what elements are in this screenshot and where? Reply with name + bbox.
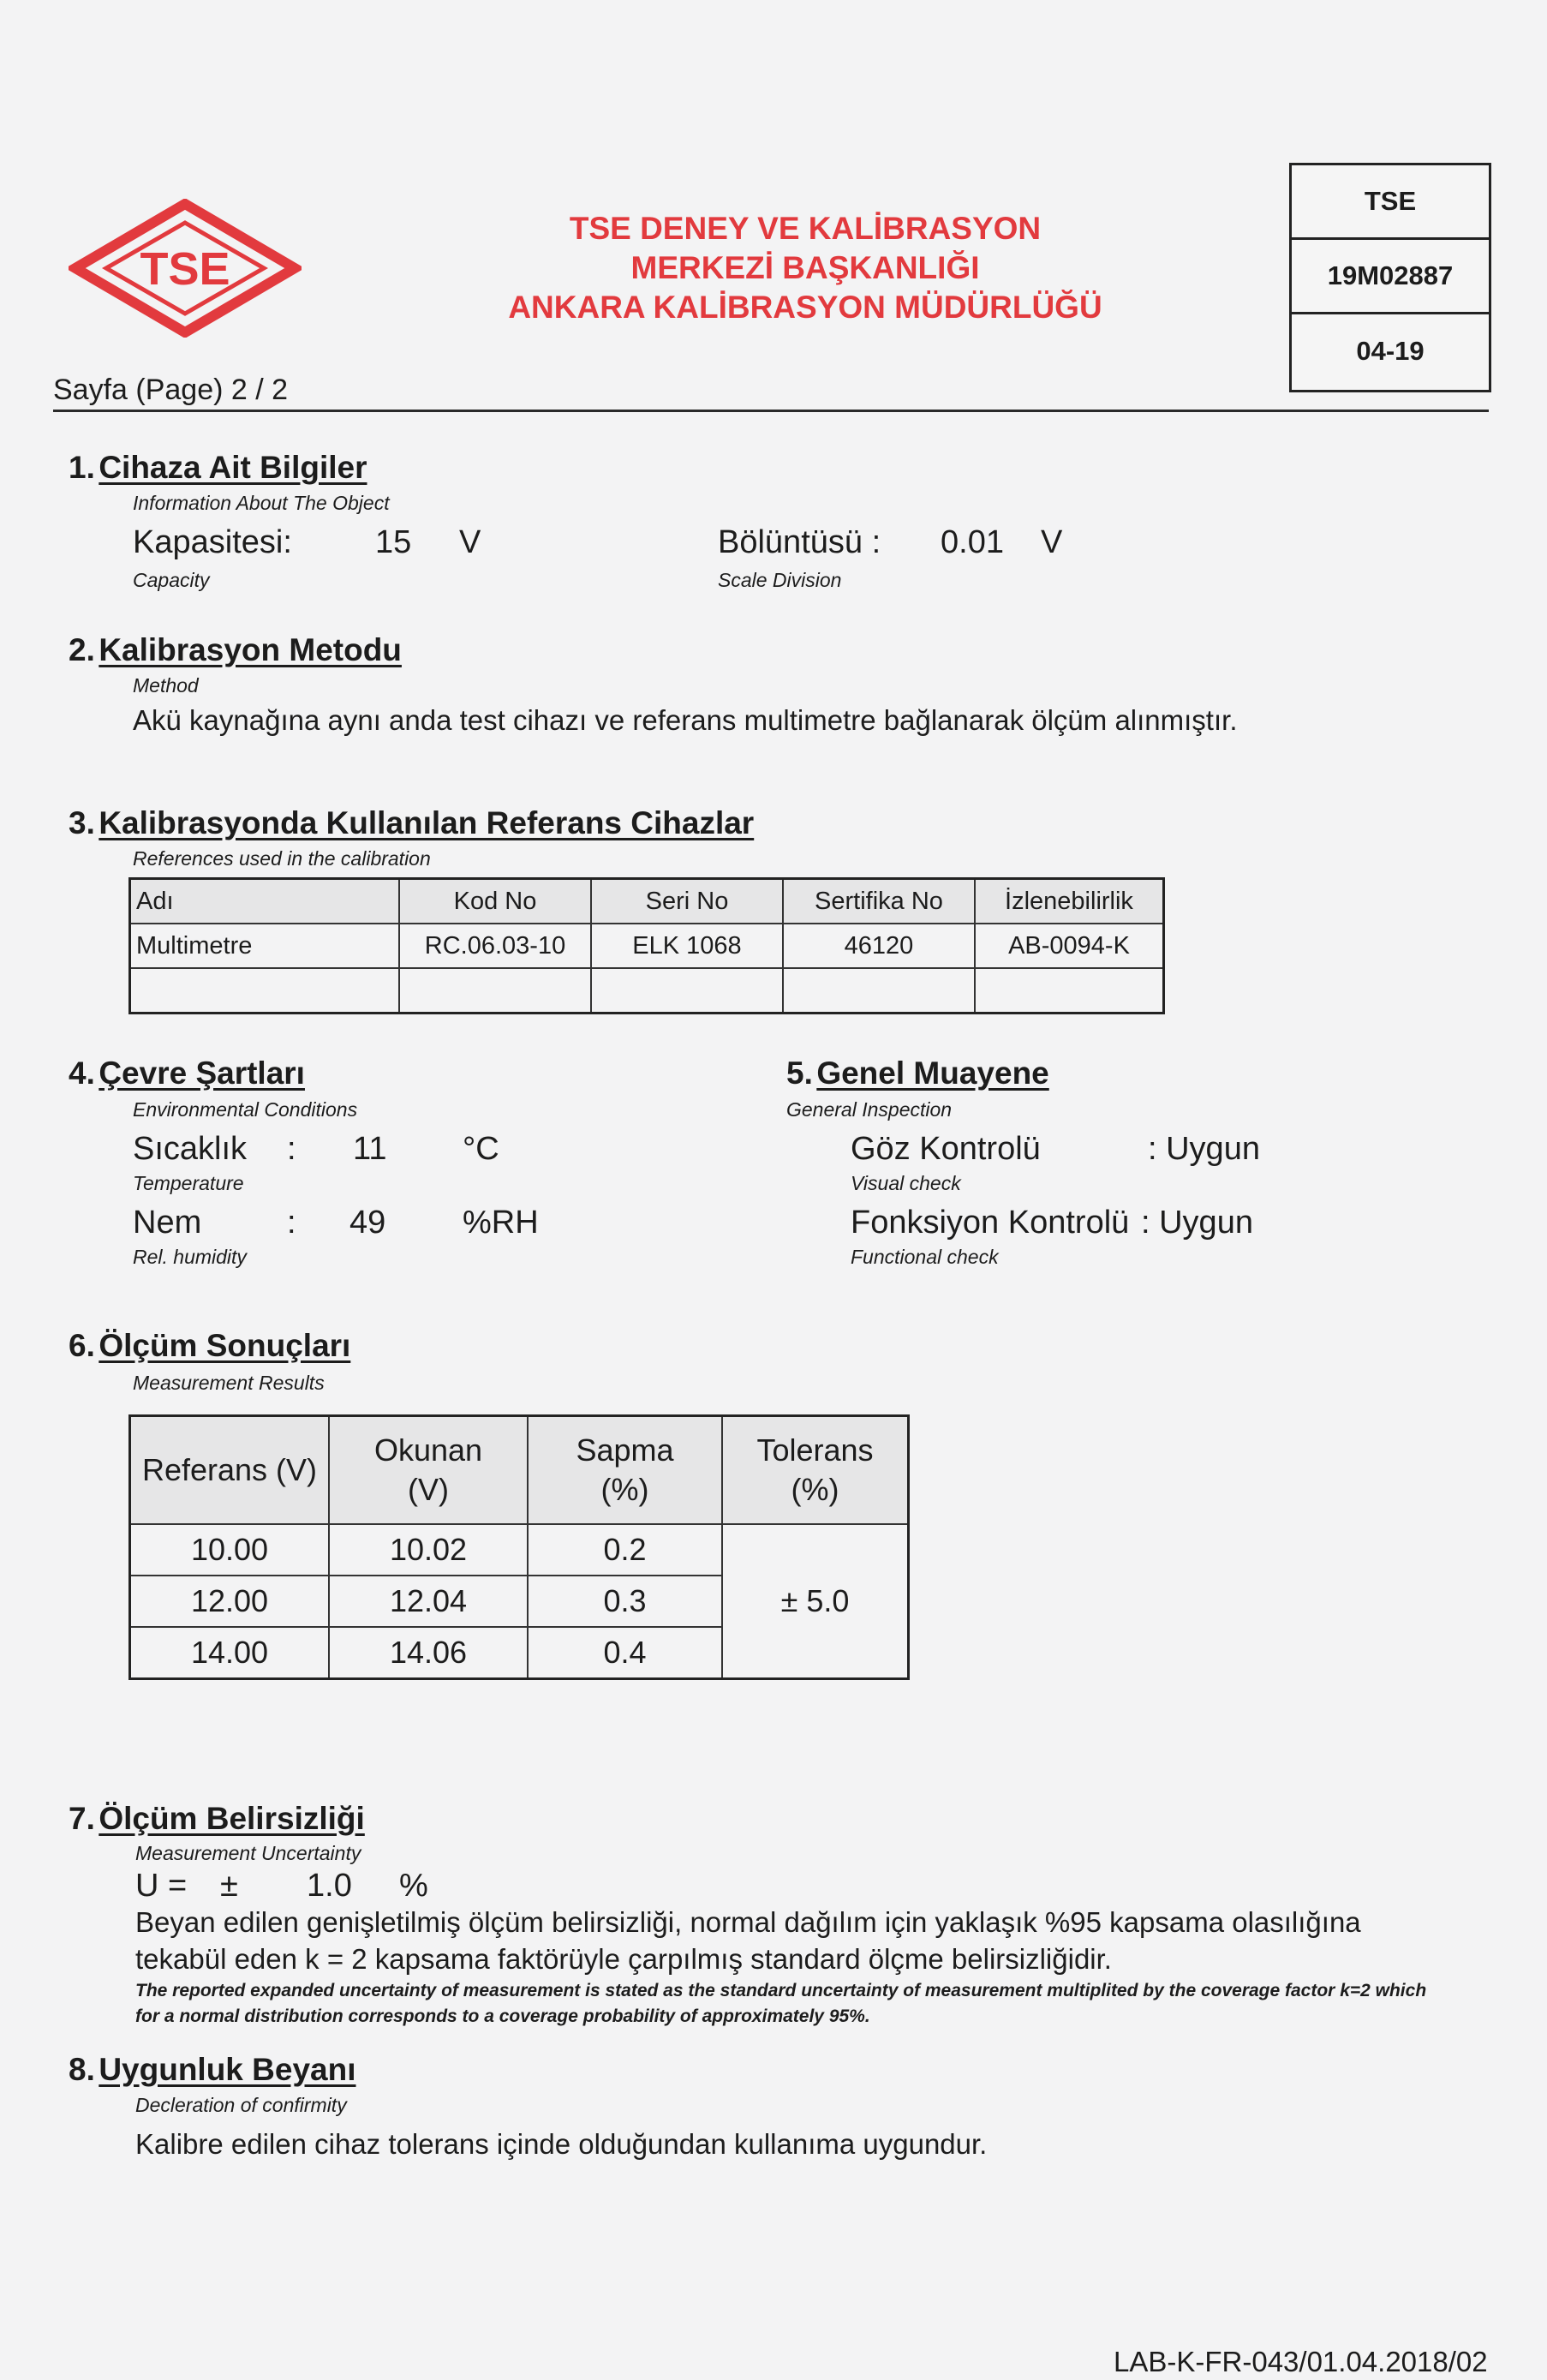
section-7-subtitle: Measurement Uncertainty	[135, 1842, 361, 1864]
header-divider	[53, 410, 1489, 412]
table-header-row	[130, 1416, 909, 1525]
functional-check-en: Functional check	[851, 1246, 999, 1268]
temperature-unit: °C	[463, 1131, 499, 1167]
temperature-label: Sıcaklık	[133, 1131, 248, 1167]
section-7-heading	[69, 1801, 365, 1837]
humidity-value: 49	[349, 1205, 386, 1241]
col-header-code: Kod No	[399, 879, 591, 924]
section-8-heading	[69, 2052, 356, 2088]
visual-check-value: : Uygun	[1148, 1131, 1260, 1167]
visual-check-en: Visual check	[851, 1172, 961, 1194]
division-label: Bölüntüsü :	[718, 524, 881, 560]
uncertainty-en-line-1: The reported expanded uncertainty of measurement is stated as the standard uncertainty of measurement multiplited by the coverage factor k=2 which	[135, 1981, 1427, 2000]
col-header-tolerance-line-1: Tolerans	[756, 1432, 874, 1468]
cell-reference: 10.00	[130, 1524, 330, 1576]
cell-deviation: 0.4	[528, 1627, 722, 1679]
section-3-heading	[69, 805, 754, 841]
humidity-separator: :	[287, 1205, 296, 1241]
form-code-footer: LAB-K-FR-043/01.04.2018/02	[1114, 2346, 1488, 2377]
table-header-row	[130, 879, 1164, 924]
section-6-heading	[69, 1328, 350, 1364]
section-7-number: 7.	[69, 1801, 95, 1836]
section-7-title: Ölçüm Belirsizliği	[99, 1801, 365, 1836]
division-value: 0.01	[941, 524, 1004, 560]
cell-code: RC.06.03-10	[399, 924, 591, 968]
functional-check-label: Fonksiyon Kontrolü	[851, 1205, 1130, 1241]
section-5-number: 5.	[786, 1055, 813, 1091]
cell-reading: 10.02	[329, 1524, 528, 1576]
uncertainty-plus-minus: ±	[220, 1868, 238, 1904]
section-1-subtitle: Information About The Object	[133, 492, 390, 514]
cell-name: Multimetre	[130, 924, 400, 968]
col-header-reading	[329, 1416, 528, 1525]
capacity-unit: V	[459, 524, 481, 560]
temperature-value: 11	[353, 1131, 387, 1167]
uncertainty-en-line-2: for a normal distribution corresponds to a coverage probability of approximately 95%.	[135, 2006, 870, 2026]
cell-deviation: 0.2	[528, 1524, 722, 1576]
cell-tolerance: ± 5.0	[722, 1524, 909, 1679]
section-2-heading	[69, 632, 402, 668]
col-header-deviation-line-1: Sapma	[576, 1432, 674, 1468]
section-4-subtitle: Environmental Conditions	[133, 1098, 358, 1121]
humidity-label: Nem	[133, 1205, 202, 1241]
section-3-subtitle: References used in the calibration	[133, 847, 431, 870]
functional-check-value: : Uygun	[1141, 1205, 1253, 1241]
tse-logo	[69, 199, 302, 338]
reference-devices-table	[128, 877, 1165, 1014]
visual-check-label: Göz Kontrolü	[851, 1131, 1041, 1167]
logo-text: TSE	[140, 243, 230, 295]
section-3-title: Kalibrasyonda Kullanılan Referans Cihazlar	[99, 805, 755, 840]
col-header-reading-line-2: (V)	[408, 1472, 449, 1507]
col-header-name: Adı	[130, 879, 400, 924]
uncertainty-text-line-1: Beyan edilen genişletilmiş ölçüm belirsizliği, normal dağılım için yaklaşık %95 kapsama olasılığına	[135, 1906, 1361, 1938]
col-header-reading-line-1: Okunan	[373, 1432, 483, 1468]
col-header-serial: Seri No	[591, 879, 783, 924]
section-4-number: 4.	[69, 1055, 95, 1091]
uncertainty-label: U =	[135, 1868, 188, 1904]
section-8-number: 8.	[69, 2052, 95, 2087]
section-5-heading	[786, 1055, 1049, 1091]
method-text: Akü kaynağına aynı anda test cihazı ve referans multimetre bağlanarak ölçüm alınmıştır.	[133, 704, 1238, 736]
header-title	[428, 209, 1182, 327]
col-header-deviation-line-2: (%)	[600, 1472, 649, 1507]
empty-cell	[975, 968, 1164, 1014]
division-unit: V	[1041, 524, 1063, 560]
section-2-title: Kalibrasyon Metodu	[99, 632, 402, 667]
header-title-line-1: TSE DENEY VE KALİBRASYON	[569, 211, 1042, 246]
section-3-number: 3.	[69, 805, 95, 840]
col-header-certificate: Sertifika No	[783, 879, 975, 924]
section-8-subtitle: Decleration of confirmity	[135, 2094, 347, 2116]
cert-number: 19M02887	[1292, 240, 1489, 314]
section-5-title: Genel Muayene	[816, 1055, 1049, 1091]
section-1-number: 1.	[69, 450, 95, 485]
table-row	[130, 924, 1164, 968]
cell-reference: 14.00	[130, 1627, 330, 1679]
cell-reading: 12.04	[329, 1576, 528, 1627]
table-row	[130, 1524, 909, 1576]
empty-cell	[591, 968, 783, 1014]
header-title-line-3: ANKARA KALİBRASYON MÜDÜRLÜĞÜ	[508, 290, 1102, 325]
header-title-line-2: MERKEZİ BAŞKANLIĞI	[630, 250, 980, 285]
empty-cell	[783, 968, 975, 1014]
col-header-reference: Referans (V)	[130, 1416, 330, 1525]
cell-serial: ELK 1068	[591, 924, 783, 968]
humidity-en: Rel. humidity	[133, 1246, 247, 1268]
uncertainty-text-line-2: tekabül eden k = 2 kapsama faktörüyle çarpılmış standard ölçme belirsizliğidir.	[135, 1943, 1112, 1975]
col-header-tolerance	[722, 1416, 909, 1525]
cell-reference: 12.00	[130, 1576, 330, 1627]
uncertainty-value: 1.0	[307, 1868, 352, 1904]
section-5-subtitle: General Inspection	[786, 1098, 953, 1121]
section-6-subtitle: Measurement Results	[133, 1372, 325, 1394]
section-2-subtitle: Method	[133, 674, 199, 697]
conformity-text: Kalibre edilen cihaz tolerans içinde olduğundan kullanıma uygundur.	[135, 2128, 988, 2160]
humidity-unit: %RH	[463, 1205, 539, 1241]
section-6-number: 6.	[69, 1328, 95, 1363]
capacity-en: Capacity	[133, 569, 210, 591]
uncertainty-unit: %	[399, 1868, 428, 1904]
section-6-title: Ölçüm Sonuçları	[99, 1328, 351, 1363]
cell-deviation: 0.3	[528, 1576, 722, 1627]
section-2-number: 2.	[69, 632, 95, 667]
page-number: Sayfa (Page) 2 / 2	[53, 374, 289, 406]
cert-date: 04-19	[1356, 336, 1425, 366]
measurement-results-table	[128, 1414, 910, 1680]
col-header-deviation	[528, 1416, 722, 1525]
table-row-empty	[130, 968, 1164, 1014]
section-1-title: Cihaza Ait Bilgiler	[99, 450, 367, 485]
col-header-tolerance-line-2: (%)	[791, 1472, 839, 1507]
col-header-traceability: İzlenebilirlik	[975, 879, 1164, 924]
section-4-heading	[69, 1055, 305, 1091]
section-8-title: Uygunluk Beyanı	[99, 2052, 356, 2087]
temperature-en: Temperature	[133, 1172, 244, 1194]
section-1-heading	[69, 450, 367, 486]
cell-traceability: AB-0094-K	[975, 924, 1164, 968]
certificate-box	[1289, 163, 1491, 392]
temperature-separator: :	[287, 1131, 296, 1167]
capacity-label: Kapasitesi:	[133, 524, 292, 560]
empty-cell	[399, 968, 591, 1014]
section-4-title: Çevre Şartları	[99, 1055, 305, 1091]
cell-reading: 14.06	[329, 1627, 528, 1679]
cert-issuer: TSE	[1292, 165, 1489, 240]
empty-cell	[130, 968, 400, 1014]
division-en: Scale Division	[718, 569, 842, 591]
cell-certificate: 46120	[783, 924, 975, 968]
capacity-value: 15	[375, 524, 412, 560]
